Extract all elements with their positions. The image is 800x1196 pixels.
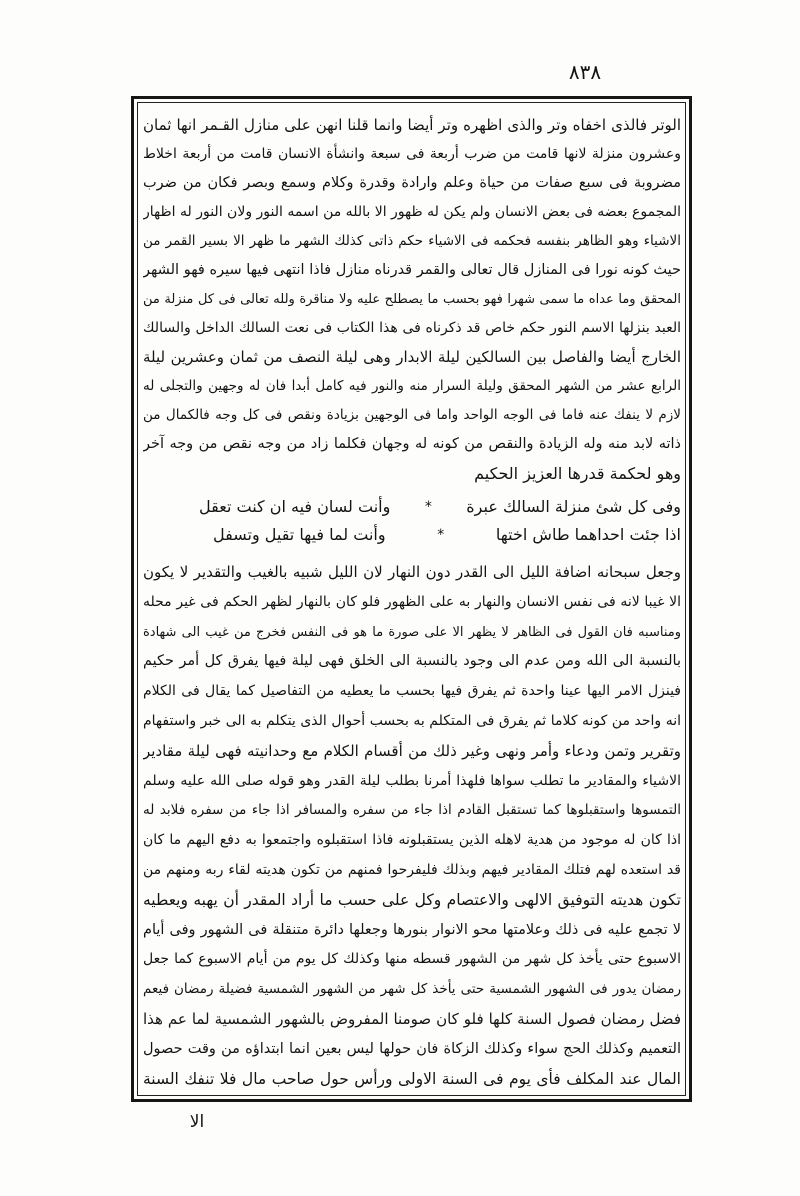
text-line: الاشياء وهو الظاهر بنفسه فحكمه فى الاشياء حكم ذاتى كذلك الشهر ما ظهر الا بسير القمر من <box>143 233 681 249</box>
text-line: التمسوها واستقبلوها كما تستقبل القادم اذا جاء من سفره والمسافر اذا جاء من سفره فلابد له <box>143 802 681 819</box>
verse-second-hemistich: وأنت لسان فيه ان كنت تعقل <box>199 497 391 516</box>
text-line: ذاته لابد منه وله الزيادة والنقص من كونه له وجهان فكلما زاد من وجه نقص من وجه آخر <box>143 436 681 452</box>
text-line: فضل رمضان فصول السنة كلها فلو كان صومنا المفروض بالشهور الشمسية لما عم هذا <box>143 1009 681 1028</box>
text-line: رمضان يدور فى الشهور الشمسية حتى يأخذ كل شهر من الشهور الشمسية فضيلة رمضان فيعم <box>143 981 681 998</box>
verse-line <box>143 493 681 521</box>
text-line: المجموع بعضه فى بعض الانسان ولم يكن له ظهور الا بالله من اسمه النور ولان النور له اظهار <box>143 204 681 220</box>
text-line: حيث كونه نورا فى المنازل قال تعالى والقمر قدرناه منازل فاذا انتهى فيها سيره فهو الشهر <box>143 262 681 278</box>
text-block <box>143 111 681 1094</box>
text-line: وعشرون منزلة لانها قامت من ضرب أربعة فى سبعة وانشأة الانسان قامت من أربعة اخلاط <box>143 146 681 162</box>
verse-line <box>143 521 681 549</box>
text-line: الاشياء والمقادير ما تطلب سواها فلهذا أمرنا بطلب ليلة القدر وهو قوله صلى الله عليه وسلم <box>143 772 681 789</box>
text-line: المحقق وما عداه ما سمى شهرا فهو بحسب ما يصطلح عليه ولا مناقرة ولله تعالى فى كل منزلة من <box>143 292 681 307</box>
text-line: العبد بنزلها الاسم النور حكم خاص قد ذكرناه فى هذا الكتاب فى نعت السالك الداخل والسالك <box>143 320 681 336</box>
verse-first-hemistich: وفى كل شئ منزلة السالك عبرة <box>466 497 681 516</box>
text-line: لا تجمع عليه فى ذلك وعلامتها محو الانوار بنورها وجعلها دائرة متنقلة فى الشهور وفى أيام <box>143 921 681 938</box>
text-line: المال عند المكلف فأى يوم فى السنة الاولى ورأس حول صاحب مال فلا تنفك السنة <box>143 1069 681 1088</box>
text-line: قد استعده لهم فتلك المقادير فيهم وبذلك فليفرحوا فمنهم من تكون هديته لقاء ربه ومنهم من <box>143 861 681 878</box>
text-line: الاسبوع حتى يأخذ كل شهر من الشهور قسطه منها وكذلك كل يوم من أيام الاسبوع كما جعل <box>143 951 681 968</box>
page-number: ٨٣٨ <box>568 60 602 84</box>
text-line: بالنسبة الى الله ومن عدم الى وجود بالنسبة الى الخلق فهى ليلة فيها يفرق كل أمر حكيم <box>143 653 681 670</box>
catchword: الا <box>189 1112 205 1132</box>
text-line: مضروبة فى سبع صفات من حياة وعلم وارادة وقدرة وكلام وسمع وبصر فكان من ضرب <box>143 175 681 191</box>
text-line: اذا كان له موجود من هدية لاهله الذين يستقبلونه فاذا استقبلوه واجتمعوا به دفع اليهم ما كان <box>143 832 681 849</box>
text-line: الا غيبا لانه فى نفس الانسان والنهار به على الظهور فلو كان بالنهار لظهر الحكم فى غير محله <box>143 593 681 610</box>
text-line: تكون هديته التوفيق الالهى والاعتصام وكل على حسب ما أراد المقدر أن يهبه ويعطيه <box>143 890 681 909</box>
paragraph-2 <box>143 558 681 1094</box>
text-line: التعميم وكذلك الحج سواء وكذلك الزكاة فان حولها ليس بعين انما ابتداؤه من وقت حصول <box>143 1040 681 1057</box>
paragraph-1 <box>143 111 681 488</box>
text-line: لازم لا ينفك عنه فاما فى الوجه الواحد واما فى الوجهين بزيادة ونقص فى كل وجه فالكمال من <box>143 407 681 423</box>
verse-separator: * <box>424 499 432 515</box>
verse-first-hemistich: اذا جئت احداهما طاش اختها <box>495 525 681 544</box>
text-line: وتقرير وتمن ودعاء وأمر ونهى وغير ذلك من أقسام الكلام مع وحدانيته فهى ليلة مقادير <box>143 741 681 760</box>
text-line: ومناسبه فان القول فى الظاهر لا يظهر الا على صورة ما هو فى النفس فخرج من غيب الى شهادة <box>143 624 681 640</box>
verse-separator: * <box>437 527 445 543</box>
text-line: فينزل الامر اليها عينا واحدة ثم يفرق فيها بحسب ما يعطيه من التفاصيل كما يقال فى الكلام <box>143 683 681 700</box>
poem-verses <box>143 493 681 549</box>
text-line: وهو لحكمة قدرها العزيز الحكيم <box>474 464 681 483</box>
verse-second-hemistich: وأنت لما فيها تقيل وتسفل <box>213 525 386 544</box>
text-line: الرابع عشر من الشهر المحقق وليلة السرار منه والنور فيه كامل أبدا فان له وجهين والتجلى له <box>143 378 681 394</box>
text-line: وجعل سبحانه اضافة الليل الى القدر دون النهار لان الليل شبيه بالغيب والتقدير لا يكون <box>143 563 681 581</box>
text-line: الخارج أيضا والفاصل بين السالكين ليلة الابدار وهى ليلة النصف من ثمان وعشرين ليلة <box>143 348 681 366</box>
text-line: الوتر فالذى اخفاه وتر والذى اظهره وتر أيضا وانما قلنا انهن على منازل القـمر انها ثمان <box>143 116 681 134</box>
text-line: انه واحد من كونه كلاما ثم يفرق فى المتكلم به بحسب أحوال الذى يتكلم به الى خبر واستفهام <box>143 712 681 729</box>
